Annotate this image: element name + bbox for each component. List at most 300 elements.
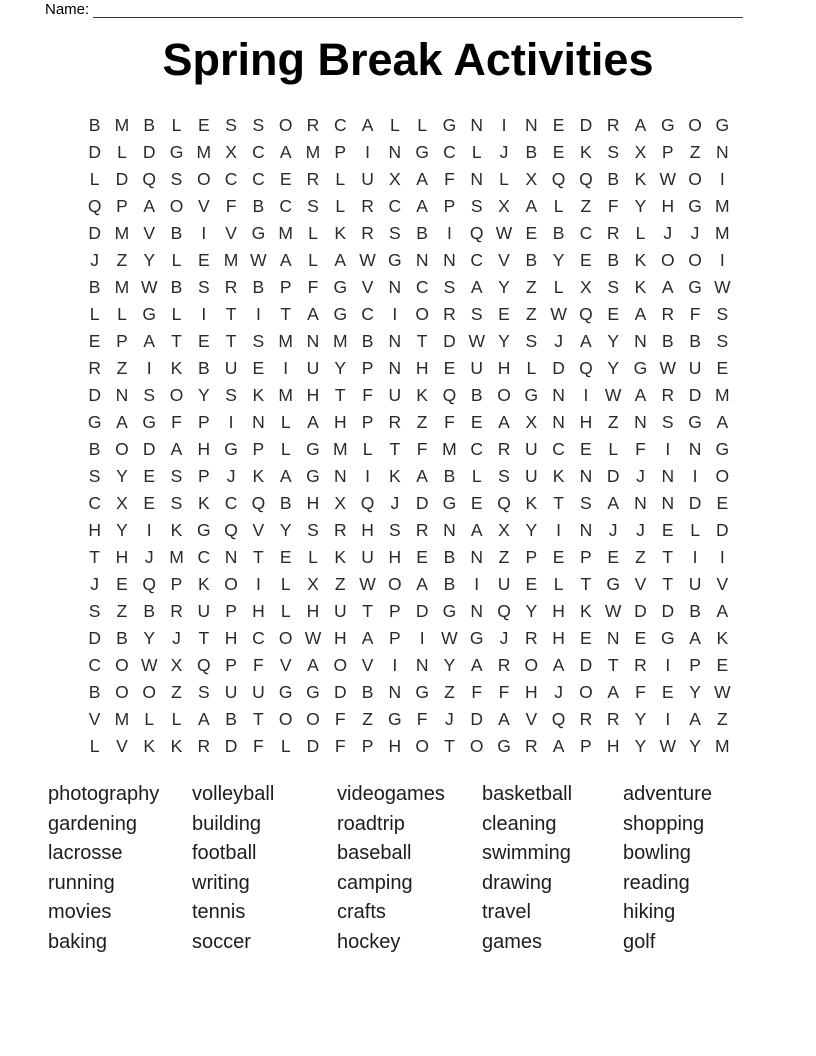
grid-cell-r22-c20: A bbox=[607, 682, 620, 702]
grid-cell-r24-c10: F bbox=[334, 736, 346, 756]
grid-cell-r3-c16: L bbox=[499, 169, 509, 189]
grid-cell-r17-c24: I bbox=[719, 547, 725, 567]
grid-cell-r16-c7: V bbox=[252, 520, 265, 540]
grid-cell-r19-c19: K bbox=[580, 601, 592, 621]
grid-cell-r23-c19: R bbox=[579, 709, 593, 729]
grid-cell-r4-c13: A bbox=[416, 196, 428, 216]
grid-cell-r15-c10: X bbox=[334, 493, 347, 513]
grid-cell-r7-c17: Z bbox=[525, 277, 537, 297]
word-list-column-4 bbox=[482, 780, 623, 958]
word-list-column-3 bbox=[337, 780, 482, 958]
grid-cell-r5-c15: Q bbox=[469, 223, 484, 243]
word-item-baseball: baseball bbox=[337, 842, 412, 865]
grid-cell-r12-c1: G bbox=[87, 412, 102, 432]
grid-cell-r12-c5: P bbox=[197, 412, 210, 432]
grid-cell-r20-c15: G bbox=[469, 628, 484, 648]
grid-cell-r22-c23: Y bbox=[689, 682, 701, 702]
grid-cell-r6-c14: N bbox=[443, 250, 456, 270]
grid-cell-r4-c20: F bbox=[607, 196, 619, 216]
grid-cell-r20-c11: A bbox=[361, 628, 374, 648]
grid-cell-r11-c1: D bbox=[88, 385, 101, 405]
grid-cell-r14-c22: N bbox=[661, 466, 675, 486]
grid-cell-r17-c4: M bbox=[169, 547, 184, 567]
grid-cell-r19-c21: D bbox=[634, 601, 647, 621]
grid-cell-r12-c2: A bbox=[116, 412, 128, 432]
grid-cell-r24-c24: M bbox=[715, 736, 730, 756]
word-list-column-2 bbox=[192, 780, 337, 958]
grid-cell-r2-c14: C bbox=[443, 142, 456, 162]
grid-cell-r19-c16: Q bbox=[497, 601, 511, 621]
word-item-volleyball: volleyball bbox=[192, 783, 275, 805]
grid-cell-r24-c15: O bbox=[469, 736, 484, 756]
grid-cell-r9-c17: S bbox=[525, 331, 538, 351]
grid-cell-r2-c15: L bbox=[471, 142, 482, 162]
grid-cell-r24-c23: Y bbox=[689, 736, 701, 756]
grid-cell-r3-c10: L bbox=[335, 169, 346, 189]
grid-cell-r10-c12: N bbox=[388, 358, 402, 378]
grid-cell-r3-c3: Q bbox=[142, 169, 157, 189]
grid-cell-r6-c23: O bbox=[688, 250, 702, 270]
grid-cell-r10-c9: U bbox=[306, 358, 320, 378]
grid-cell-r5-c18: B bbox=[552, 223, 565, 243]
grid-cell-r9-c6: T bbox=[225, 331, 237, 351]
grid-cell-r19-c22: D bbox=[661, 601, 675, 621]
grid-cell-r17-c7: T bbox=[253, 547, 264, 567]
grid-cell-r4-c3: A bbox=[143, 196, 156, 216]
grid-cell-r1-c5: E bbox=[197, 115, 210, 135]
grid-cell-r20-c13: I bbox=[419, 628, 425, 648]
grid-cell-r8-c13: O bbox=[415, 304, 429, 324]
grid-cell-r6-c6: M bbox=[223, 250, 239, 270]
grid-cell-r13-c19: E bbox=[580, 439, 592, 459]
word-item-cleaning: cleaning bbox=[482, 812, 557, 835]
grid-cell-r3-c18: Q bbox=[551, 169, 566, 189]
grid-cell-r13-c21: F bbox=[635, 439, 646, 459]
grid-cell-r14-c17: U bbox=[524, 466, 538, 486]
grid-cell-r7-c14: S bbox=[443, 277, 456, 297]
grid-cell-r23-c18: Q bbox=[551, 709, 566, 729]
grid-cell-r11-c14: Q bbox=[442, 385, 457, 405]
grid-cell-r13-c13: F bbox=[416, 439, 428, 459]
grid-cell-r17-c14: B bbox=[443, 547, 456, 567]
grid-cell-r12-c21: N bbox=[634, 412, 647, 432]
grid-cell-r3-c15: N bbox=[470, 169, 484, 189]
grid-cell-r22-c22: E bbox=[661, 682, 674, 702]
word-item-crafts: crafts bbox=[337, 901, 386, 924]
grid-cell-r23-c4: L bbox=[171, 709, 182, 729]
grid-cell-r10-c23: U bbox=[688, 358, 702, 378]
grid-cell-r1-c16: I bbox=[501, 115, 507, 135]
grid-cell-r15-c3: E bbox=[143, 493, 156, 513]
grid-cell-r5-c11: R bbox=[361, 223, 374, 243]
grid-cell-r4-c4: O bbox=[169, 196, 184, 216]
grid-cell-r9-c20: Y bbox=[607, 331, 620, 351]
word-item-soccer: soccer bbox=[192, 930, 251, 953]
grid-cell-r13-c6: G bbox=[224, 439, 238, 459]
grid-cell-r12-c4: F bbox=[171, 412, 182, 432]
grid-cell-r18-c13: A bbox=[416, 574, 428, 594]
grid-cell-r1-c7: S bbox=[252, 115, 265, 135]
grid-cell-r18-c22: T bbox=[662, 574, 674, 594]
grid-cell-r7-c24: W bbox=[714, 277, 731, 297]
grid-cell-r7-c10: G bbox=[333, 277, 348, 297]
grid-cell-r1-c23: O bbox=[688, 115, 702, 135]
grid-cell-r15-c23: D bbox=[688, 493, 702, 513]
grid-cell-r7-c5: S bbox=[197, 277, 210, 297]
grid-cell-r1-c22: G bbox=[660, 115, 675, 135]
grid-cell-r23-c8: O bbox=[278, 709, 293, 729]
grid-cell-r16-c6: Q bbox=[224, 520, 238, 540]
grid-cell-r1-c3: B bbox=[143, 115, 156, 135]
grid-cell-r17-c15: N bbox=[470, 547, 484, 567]
word-search-grid bbox=[81, 112, 736, 761]
grid-cell-r6-c13: N bbox=[415, 250, 429, 270]
grid-cell-r13-c5: H bbox=[197, 439, 211, 459]
grid-cell-r10-c6: U bbox=[224, 358, 238, 378]
grid-cell-r11-c11: F bbox=[362, 385, 373, 405]
grid-cell-r21-c6: P bbox=[225, 655, 237, 675]
grid-cell-r15-c16: Q bbox=[497, 493, 511, 513]
grid-cell-r12-c13: Z bbox=[416, 412, 428, 432]
grid-cell-r1-c12: L bbox=[389, 115, 400, 135]
grid-cell-r19-c14: G bbox=[442, 601, 457, 621]
word-item-running: running bbox=[48, 871, 115, 894]
grid-cell-r15-c11: Q bbox=[360, 493, 375, 513]
grid-cell-r14-c9: G bbox=[306, 466, 320, 486]
grid-cell-r3-c1: L bbox=[89, 169, 100, 189]
grid-cell-r4-c22: H bbox=[661, 196, 675, 216]
grid-cell-r18-c5: K bbox=[197, 574, 210, 594]
grid-cell-r9-c10: M bbox=[332, 331, 348, 351]
grid-cell-r12-c22: S bbox=[661, 412, 674, 432]
grid-cell-r14-c10: N bbox=[333, 466, 347, 486]
grid-cell-r21-c22: I bbox=[665, 655, 671, 675]
grid-cell-r19-c6: P bbox=[225, 601, 237, 621]
grid-cell-r13-c3: D bbox=[142, 439, 156, 459]
grid-cell-r15-c1: C bbox=[88, 493, 101, 513]
grid-cell-r11-c20: W bbox=[604, 385, 622, 405]
grid-cell-r10-c15: U bbox=[470, 358, 484, 378]
grid-cell-r17-c3: J bbox=[144, 547, 154, 567]
grid-cell-r5-c3: V bbox=[143, 223, 156, 243]
grid-cell-r22-c2: O bbox=[115, 682, 129, 702]
grid-cell-r21-c13: N bbox=[415, 655, 429, 675]
grid-cell-r24-c20: H bbox=[606, 736, 620, 756]
grid-cell-r9-c4: T bbox=[171, 331, 182, 351]
grid-cell-r21-c20: T bbox=[607, 655, 619, 675]
grid-cell-r14-c21: J bbox=[636, 466, 645, 486]
grid-cell-r14-c4: S bbox=[170, 466, 183, 486]
grid-cell-r19-c2: Z bbox=[116, 601, 128, 621]
grid-cell-r23-c24: Z bbox=[716, 709, 728, 729]
grid-cell-r18-c17: E bbox=[525, 574, 538, 594]
grid-cell-r18-c20: G bbox=[606, 574, 620, 594]
grid-cell-r4-c21: Y bbox=[634, 196, 647, 216]
grid-cell-r8-c1: L bbox=[89, 304, 100, 324]
word-item-drawing: drawing bbox=[482, 871, 553, 894]
grid-cell-r7-c9: F bbox=[307, 277, 319, 297]
grid-cell-r10-c4: K bbox=[170, 358, 183, 378]
grid-cell-r9-c16: Y bbox=[498, 331, 510, 351]
grid-cell-r24-c7: F bbox=[253, 736, 264, 756]
grid-cell-r1-c21: A bbox=[634, 115, 647, 135]
grid-cell-r2-c5: M bbox=[196, 142, 212, 162]
grid-cell-r6-c24: I bbox=[719, 250, 725, 270]
grid-cell-r20-c9: W bbox=[304, 628, 322, 648]
grid-cell-r22-c24: W bbox=[714, 682, 731, 702]
grid-cell-r16-c12: S bbox=[389, 520, 401, 540]
grid-cell-r19-c18: H bbox=[552, 601, 565, 621]
grid-cell-r2-c21: X bbox=[634, 142, 647, 162]
grid-cell-r19-c7: H bbox=[252, 601, 265, 621]
grid-cell-r18-c19: T bbox=[580, 574, 592, 594]
grid-cell-r10-c8: I bbox=[283, 358, 289, 378]
grid-cell-r6-c22: O bbox=[660, 250, 675, 270]
grid-cell-r20-c23: A bbox=[689, 628, 701, 648]
grid-cell-r23-c16: A bbox=[498, 709, 510, 729]
grid-cell-r20-c4: J bbox=[172, 628, 181, 648]
grid-cell-r7-c15: A bbox=[470, 277, 483, 297]
grid-cell-r5-c2: M bbox=[114, 223, 130, 243]
grid-cell-r10-c19: Q bbox=[579, 358, 593, 378]
grid-cell-r16-c10: R bbox=[333, 520, 347, 540]
grid-cell-r15-c5: K bbox=[197, 493, 210, 513]
grid-cell-r24-c18: A bbox=[552, 736, 565, 756]
grid-cell-r16-c2: Y bbox=[116, 520, 128, 540]
grid-cell-r1-c17: N bbox=[524, 115, 538, 135]
grid-cell-r1-c1: B bbox=[88, 115, 101, 135]
grid-cell-r23-c14: J bbox=[445, 709, 454, 729]
grid-cell-r20-c21: E bbox=[634, 628, 647, 648]
grid-cell-r10-c18: D bbox=[552, 358, 565, 378]
grid-cell-r22-c6: U bbox=[224, 682, 238, 702]
grid-cell-r10-c16: H bbox=[497, 358, 511, 378]
grid-cell-r6-c5: E bbox=[197, 250, 210, 270]
grid-cell-r12-c23: G bbox=[688, 412, 702, 432]
grid-cell-r19-c1: S bbox=[88, 601, 101, 621]
word-item-building: building bbox=[192, 812, 261, 835]
grid-cell-r5-c9: L bbox=[308, 223, 318, 243]
grid-cell-r14-c5: P bbox=[197, 466, 210, 486]
grid-cell-r21-c5: Q bbox=[196, 655, 211, 675]
grid-cell-r17-c20: E bbox=[607, 547, 620, 567]
grid-cell-r11-c15: B bbox=[470, 385, 483, 405]
grid-cell-r22-c12: N bbox=[388, 682, 402, 702]
grid-cell-r23-c13: F bbox=[416, 709, 428, 729]
grid-cell-r9-c18: J bbox=[554, 331, 563, 351]
grid-cell-r7-c12: N bbox=[388, 277, 402, 297]
grid-cell-r8-c22: R bbox=[661, 304, 675, 324]
grid-cell-r13-c22: I bbox=[665, 439, 671, 459]
grid-cell-r19-c24: A bbox=[716, 601, 729, 621]
grid-cell-r14-c12: K bbox=[389, 466, 401, 486]
grid-cell-r11-c5: Y bbox=[197, 385, 210, 405]
grid-cell-r9-c24: S bbox=[716, 331, 729, 351]
grid-cell-r13-c7: P bbox=[252, 439, 265, 459]
grid-cell-r1-c18: E bbox=[552, 115, 565, 135]
grid-cell-r15-c12: J bbox=[390, 493, 400, 513]
grid-cell-r20-c14: W bbox=[441, 628, 458, 648]
grid-cell-r2-c23: Z bbox=[689, 142, 701, 162]
grid-cell-r21-c8: V bbox=[279, 655, 292, 675]
grid-cell-r4-c24: M bbox=[715, 196, 730, 216]
grid-cell-r23-c23: A bbox=[689, 709, 701, 729]
grid-cell-r1-c24: G bbox=[715, 115, 730, 135]
grid-cell-r10-c2: Z bbox=[116, 358, 128, 378]
word-list-column-1 bbox=[48, 780, 192, 958]
grid-cell-r8-c12: I bbox=[392, 304, 398, 324]
grid-cell-r1-c11: A bbox=[361, 115, 374, 135]
grid-cell-r20-c10: H bbox=[333, 628, 347, 648]
grid-cell-r13-c8: L bbox=[280, 439, 291, 459]
grid-cell-r5-c12: S bbox=[389, 223, 401, 243]
grid-cell-r18-c7: I bbox=[255, 574, 261, 594]
grid-cell-r17-c11: U bbox=[361, 547, 374, 567]
grid-cell-r18-c10: Z bbox=[334, 574, 346, 594]
grid-cell-r5-c22: J bbox=[663, 223, 673, 243]
grid-cell-r21-c14: Y bbox=[443, 655, 456, 675]
grid-cell-r18-c24: V bbox=[716, 574, 729, 594]
grid-cell-r23-c21: Y bbox=[634, 709, 647, 729]
grid-cell-r18-c2: E bbox=[116, 574, 128, 594]
grid-cell-r8-c18: W bbox=[550, 304, 567, 324]
grid-cell-r7-c4: B bbox=[170, 277, 183, 297]
grid-cell-r3-c5: O bbox=[196, 169, 211, 189]
grid-cell-r9-c12: N bbox=[388, 331, 402, 351]
grid-cell-r20-c22: G bbox=[660, 628, 675, 648]
grid-cell-r4-c14: P bbox=[443, 196, 456, 216]
grid-cell-r12-c3: G bbox=[142, 412, 157, 432]
grid-cell-r5-c10: K bbox=[334, 223, 347, 243]
grid-cell-r8-c19: Q bbox=[579, 304, 593, 324]
grid-cell-r7-c23: G bbox=[688, 277, 702, 297]
grid-cell-r7-c19: X bbox=[580, 277, 592, 297]
grid-cell-r11-c7: K bbox=[252, 385, 265, 405]
grid-cell-r12-c18: N bbox=[552, 412, 565, 432]
grid-cell-r12-c8: L bbox=[280, 412, 291, 432]
grid-cell-r15-c6: C bbox=[224, 493, 238, 513]
grid-cell-r17-c10: K bbox=[334, 547, 347, 567]
grid-cell-r15-c15: E bbox=[470, 493, 483, 513]
grid-cell-r9-c21: N bbox=[634, 331, 647, 351]
grid-cell-r23-c1: V bbox=[88, 709, 101, 729]
grid-cell-r14-c11: I bbox=[365, 466, 370, 486]
word-item-camping: camping bbox=[337, 871, 413, 894]
grid-cell-r16-c1: H bbox=[88, 520, 101, 540]
grid-cell-r9-c14: D bbox=[443, 331, 456, 351]
grid-cell-r17-c18: E bbox=[552, 547, 565, 567]
grid-cell-r12-c19: H bbox=[579, 412, 593, 432]
grid-cell-r18-c21: V bbox=[634, 574, 647, 594]
grid-cell-r5-c1: D bbox=[88, 223, 101, 243]
grid-cell-r23-c3: L bbox=[144, 709, 155, 729]
grid-cell-r23-c15: D bbox=[470, 709, 484, 729]
grid-cell-r3-c14: F bbox=[444, 169, 455, 189]
grid-cell-r5-c20: R bbox=[606, 223, 620, 243]
grid-cell-r18-c1: J bbox=[90, 574, 100, 594]
grid-cell-r21-c12: I bbox=[392, 655, 398, 675]
grid-cell-r14-c20: D bbox=[606, 466, 620, 486]
grid-cell-r3-c21: K bbox=[634, 169, 647, 189]
grid-cell-r5-c17: E bbox=[525, 223, 538, 243]
grid-cell-r6-c16: V bbox=[498, 250, 510, 270]
word-item-roadtrip: roadtrip bbox=[337, 812, 405, 835]
grid-cell-r22-c9: G bbox=[306, 682, 320, 702]
grid-cell-r5-c8: M bbox=[278, 223, 293, 243]
grid-cell-r22-c13: G bbox=[415, 682, 429, 702]
grid-cell-r3-c11: U bbox=[361, 169, 374, 189]
grid-cell-r3-c6: C bbox=[224, 169, 238, 189]
grid-cell-r4-c1: Q bbox=[87, 196, 102, 216]
grid-cell-r14-c23: I bbox=[692, 466, 698, 486]
grid-cell-r14-c14: B bbox=[443, 466, 456, 486]
grid-cell-r19-c3: B bbox=[143, 601, 156, 621]
grid-cell-r4-c10: L bbox=[335, 196, 346, 216]
grid-cell-r24-c17: R bbox=[524, 736, 538, 756]
grid-cell-r18-c12: O bbox=[388, 574, 402, 594]
grid-cell-r13-c20: L bbox=[608, 439, 619, 459]
grid-cell-r12-c6: I bbox=[228, 412, 234, 432]
grid-cell-r15-c20: A bbox=[607, 493, 620, 513]
grid-cell-r19-c11: T bbox=[362, 601, 373, 621]
grid-cell-r11-c16: O bbox=[497, 385, 511, 405]
grid-cell-r17-c19: P bbox=[580, 547, 592, 567]
grid-cell-r10-c3: I bbox=[146, 358, 152, 378]
grid-cell-r10-c13: H bbox=[415, 358, 429, 378]
grid-cell-r13-c17: U bbox=[524, 439, 538, 459]
grid-cell-r13-c2: O bbox=[115, 439, 129, 459]
grid-cell-r14-c13: A bbox=[416, 466, 428, 486]
grid-cell-r16-c15: A bbox=[470, 520, 483, 540]
grid-cell-r8-c3: G bbox=[142, 304, 157, 324]
grid-cell-r20-c5: T bbox=[198, 628, 210, 648]
grid-cell-r3-c17: X bbox=[525, 169, 538, 189]
grid-cell-r2-c20: S bbox=[607, 142, 620, 162]
grid-cell-r12-c14: F bbox=[444, 412, 455, 432]
grid-cell-r14-c15: L bbox=[471, 466, 482, 486]
grid-cell-r4-c15: S bbox=[470, 196, 483, 216]
grid-cell-r11-c9: H bbox=[306, 385, 320, 405]
grid-cell-r5-c14: I bbox=[446, 223, 452, 243]
grid-cell-r8-c14: R bbox=[443, 304, 456, 324]
grid-cell-r2-c8: A bbox=[279, 142, 292, 162]
grid-cell-r20-c16: J bbox=[499, 628, 509, 648]
grid-cell-r7-c21: K bbox=[634, 277, 647, 297]
grid-cell-r20-c18: H bbox=[552, 628, 565, 648]
grid-cell-r22-c5: S bbox=[197, 682, 210, 702]
grid-cell-r3-c4: S bbox=[170, 169, 183, 189]
grid-cell-r22-c1: B bbox=[88, 682, 101, 702]
grid-cell-r9-c1: E bbox=[88, 331, 101, 351]
grid-cell-r23-c2: M bbox=[114, 709, 130, 729]
grid-cell-r20-c20: N bbox=[606, 628, 620, 648]
grid-cell-r9-c5: E bbox=[197, 331, 210, 351]
grid-cell-r3-c23: O bbox=[688, 169, 702, 189]
grid-cell-r15-c19: S bbox=[580, 493, 592, 513]
grid-cell-r5-c7: G bbox=[251, 223, 266, 243]
grid-cell-r10-c11: P bbox=[361, 358, 374, 378]
word-item-reading: reading bbox=[623, 871, 690, 894]
grid-cell-r6-c17: B bbox=[525, 250, 538, 270]
grid-cell-r8-c10: G bbox=[333, 304, 348, 324]
grid-cell-r11-c3: S bbox=[143, 385, 156, 405]
grid-cell-r2-c16: J bbox=[499, 142, 509, 162]
grid-cell-r16-c16: X bbox=[498, 520, 510, 540]
grid-cell-r18-c18: L bbox=[553, 574, 564, 594]
grid-cell-r21-c3: W bbox=[140, 655, 158, 675]
grid-cell-r22-c7: U bbox=[252, 682, 265, 702]
grid-cell-r13-c10: M bbox=[332, 439, 348, 459]
